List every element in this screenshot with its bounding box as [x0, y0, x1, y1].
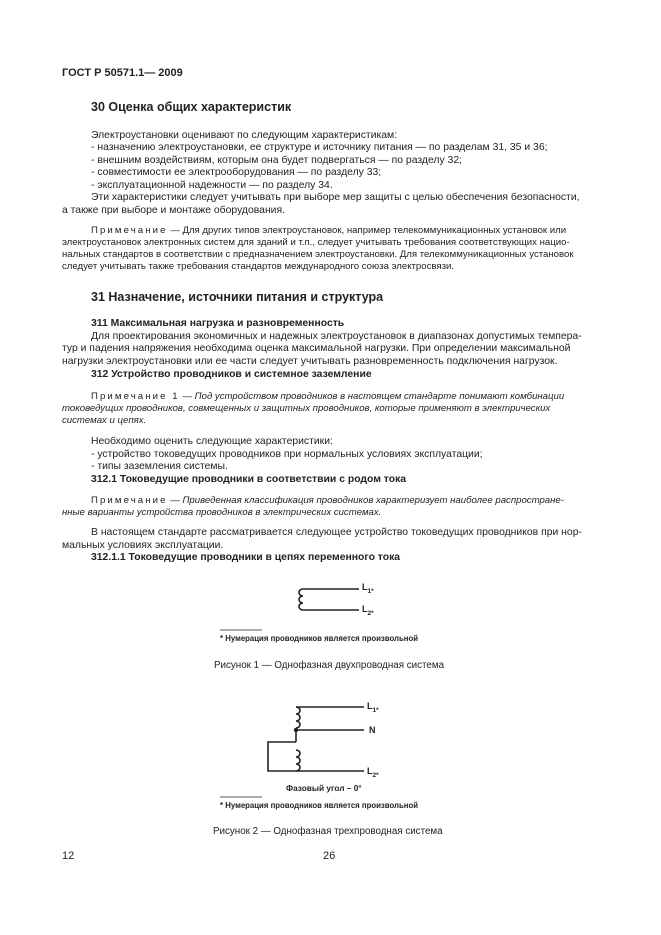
- figure-2-phase-label: Фазовый угол – 0°: [286, 783, 362, 793]
- figure-2-label-L2: $L_{2*}$: [367, 766, 379, 779]
- note-line: токоведущих проводников, совмещенных и защитных проводников, которые применяют в электрических: [62, 403, 551, 414]
- paragraph-line: Эти характеристики следует учитывать при выборе мер защиты с целью обеспечения безопасности,: [91, 192, 580, 203]
- list-item: - совместимости ее электрооборудования — по разделу 33;: [91, 167, 382, 178]
- figure-1-label-L2: $L_{2*}$: [362, 604, 374, 617]
- winding: [296, 707, 300, 728]
- list-item: - эксплуатационной надежности — по разделу 34.: [91, 179, 333, 191]
- figure-2-coil: [268, 707, 364, 771]
- conductor-line: [268, 742, 364, 771]
- list-item: - внешним воздействиям, которым она будет подвергаться — по разделу 32;: [91, 154, 462, 166]
- note-text: — Для других типов электроустановок, например телекоммуникационных установок или: [167, 225, 567, 236]
- section-31-heading: 31 Назначение, источники питания и структура: [91, 290, 384, 304]
- figure-2-label-L1: $L_{1*}$: [367, 701, 379, 714]
- note-line: [91, 495, 564, 507]
- paragraph-line: мальных условиях эксплуатации.: [62, 539, 224, 551]
- winding: [296, 750, 300, 771]
- page-number-left: 12: [62, 850, 75, 862]
- list-item: - назначению электроустановки, ее структуре и источнику питания — по разделам 31, 35 и 36;: [91, 142, 548, 153]
- document-header: ГОСТ Р 50571.1— 2009: [62, 67, 183, 79]
- winding: [299, 589, 303, 610]
- paragraph-line: нагрузки электроустановки или ее части следует учитывать разновременность подключения нагрузок.: [62, 355, 558, 367]
- paragraph-line: а также при выборе и монтаже оборудования.: [62, 204, 285, 216]
- figure-1-label-L1: $L_{1*}$: [362, 582, 374, 595]
- list-item: - типы заземления системы.: [91, 461, 228, 472]
- page-number-center: 26: [323, 850, 336, 862]
- note-line: нальных стандартов в соответствии с предназначением электроустановки. Для телекоммуникационных установок: [62, 249, 574, 260]
- subsection-3121-title: 312.1 Токоведущие проводники в соответствии с родом тока: [91, 474, 407, 485]
- note-text: — Приведенная классификация проводников характеризует наиболее распростране-: [167, 495, 564, 506]
- note-line: электроустановок электронных систем для зданий и т.п., следует учитывать требования соответствующих нацио-: [62, 237, 570, 248]
- note-line: [91, 391, 564, 403]
- note-label: Примечание 1: [91, 391, 180, 402]
- note-label: Примечание: [91, 495, 168, 506]
- note-line: нные варианты устройства проводников в электрических системах.: [62, 507, 382, 518]
- figure-1-caption: Рисунок 1 — Однофазная двухпроводная система: [214, 660, 445, 671]
- section-30-heading: 30 Оценка общих характеристик: [91, 100, 292, 114]
- note-line: [91, 225, 566, 237]
- list-item: - устройство токоведущих проводников при нормальных условиях эксплуатации;: [91, 448, 483, 460]
- paragraph-line: Для проектирования экономичных и надежных электроустановок в диапазонах допустимых темпера-: [91, 330, 582, 342]
- note-text: — Под устройством проводников в настоящем стандарте понимают комбинации: [179, 391, 565, 402]
- subsection-31211-title: 312.1.1 Токоведущие проводники в цепях переменного тока: [91, 552, 401, 563]
- figure-1-coil: [299, 589, 359, 610]
- section-30-intro: Электроустановки оценивают по следующим характеристикам:: [91, 130, 398, 141]
- figure-2-footnote: * Нумерация проводников является произвольной: [220, 801, 419, 810]
- note-label: Примечание: [91, 225, 168, 236]
- paragraph-line: В настоящем стандарте рассматривается следующее устройство токоведущих проводников при нор-: [91, 527, 582, 538]
- junction-dot: [294, 728, 298, 732]
- subsection-312-title: 312 Устройство проводников и системное заземление: [91, 369, 372, 380]
- paragraph-line: Необходимо оценить следующие характеристики:: [91, 436, 333, 447]
- subsection-311-title: 311 Максимальная нагрузка и разновременность: [91, 318, 345, 329]
- figure-2-caption: Рисунок 2 — Однофазная трехпроводная система: [213, 826, 443, 837]
- paragraph-line: тур и падения напряжения необходима оценка максимальной нагрузки. При определении максимальной: [62, 343, 571, 354]
- figure-1-footnote: * Нумерация проводников является произвольной: [220, 634, 419, 643]
- note-line: системах и цепях.: [62, 415, 147, 426]
- figure-2-label-N: N: [369, 725, 376, 735]
- note-line: следует учитывать также требования стандартов международного союза электросвязи.: [62, 261, 455, 272]
